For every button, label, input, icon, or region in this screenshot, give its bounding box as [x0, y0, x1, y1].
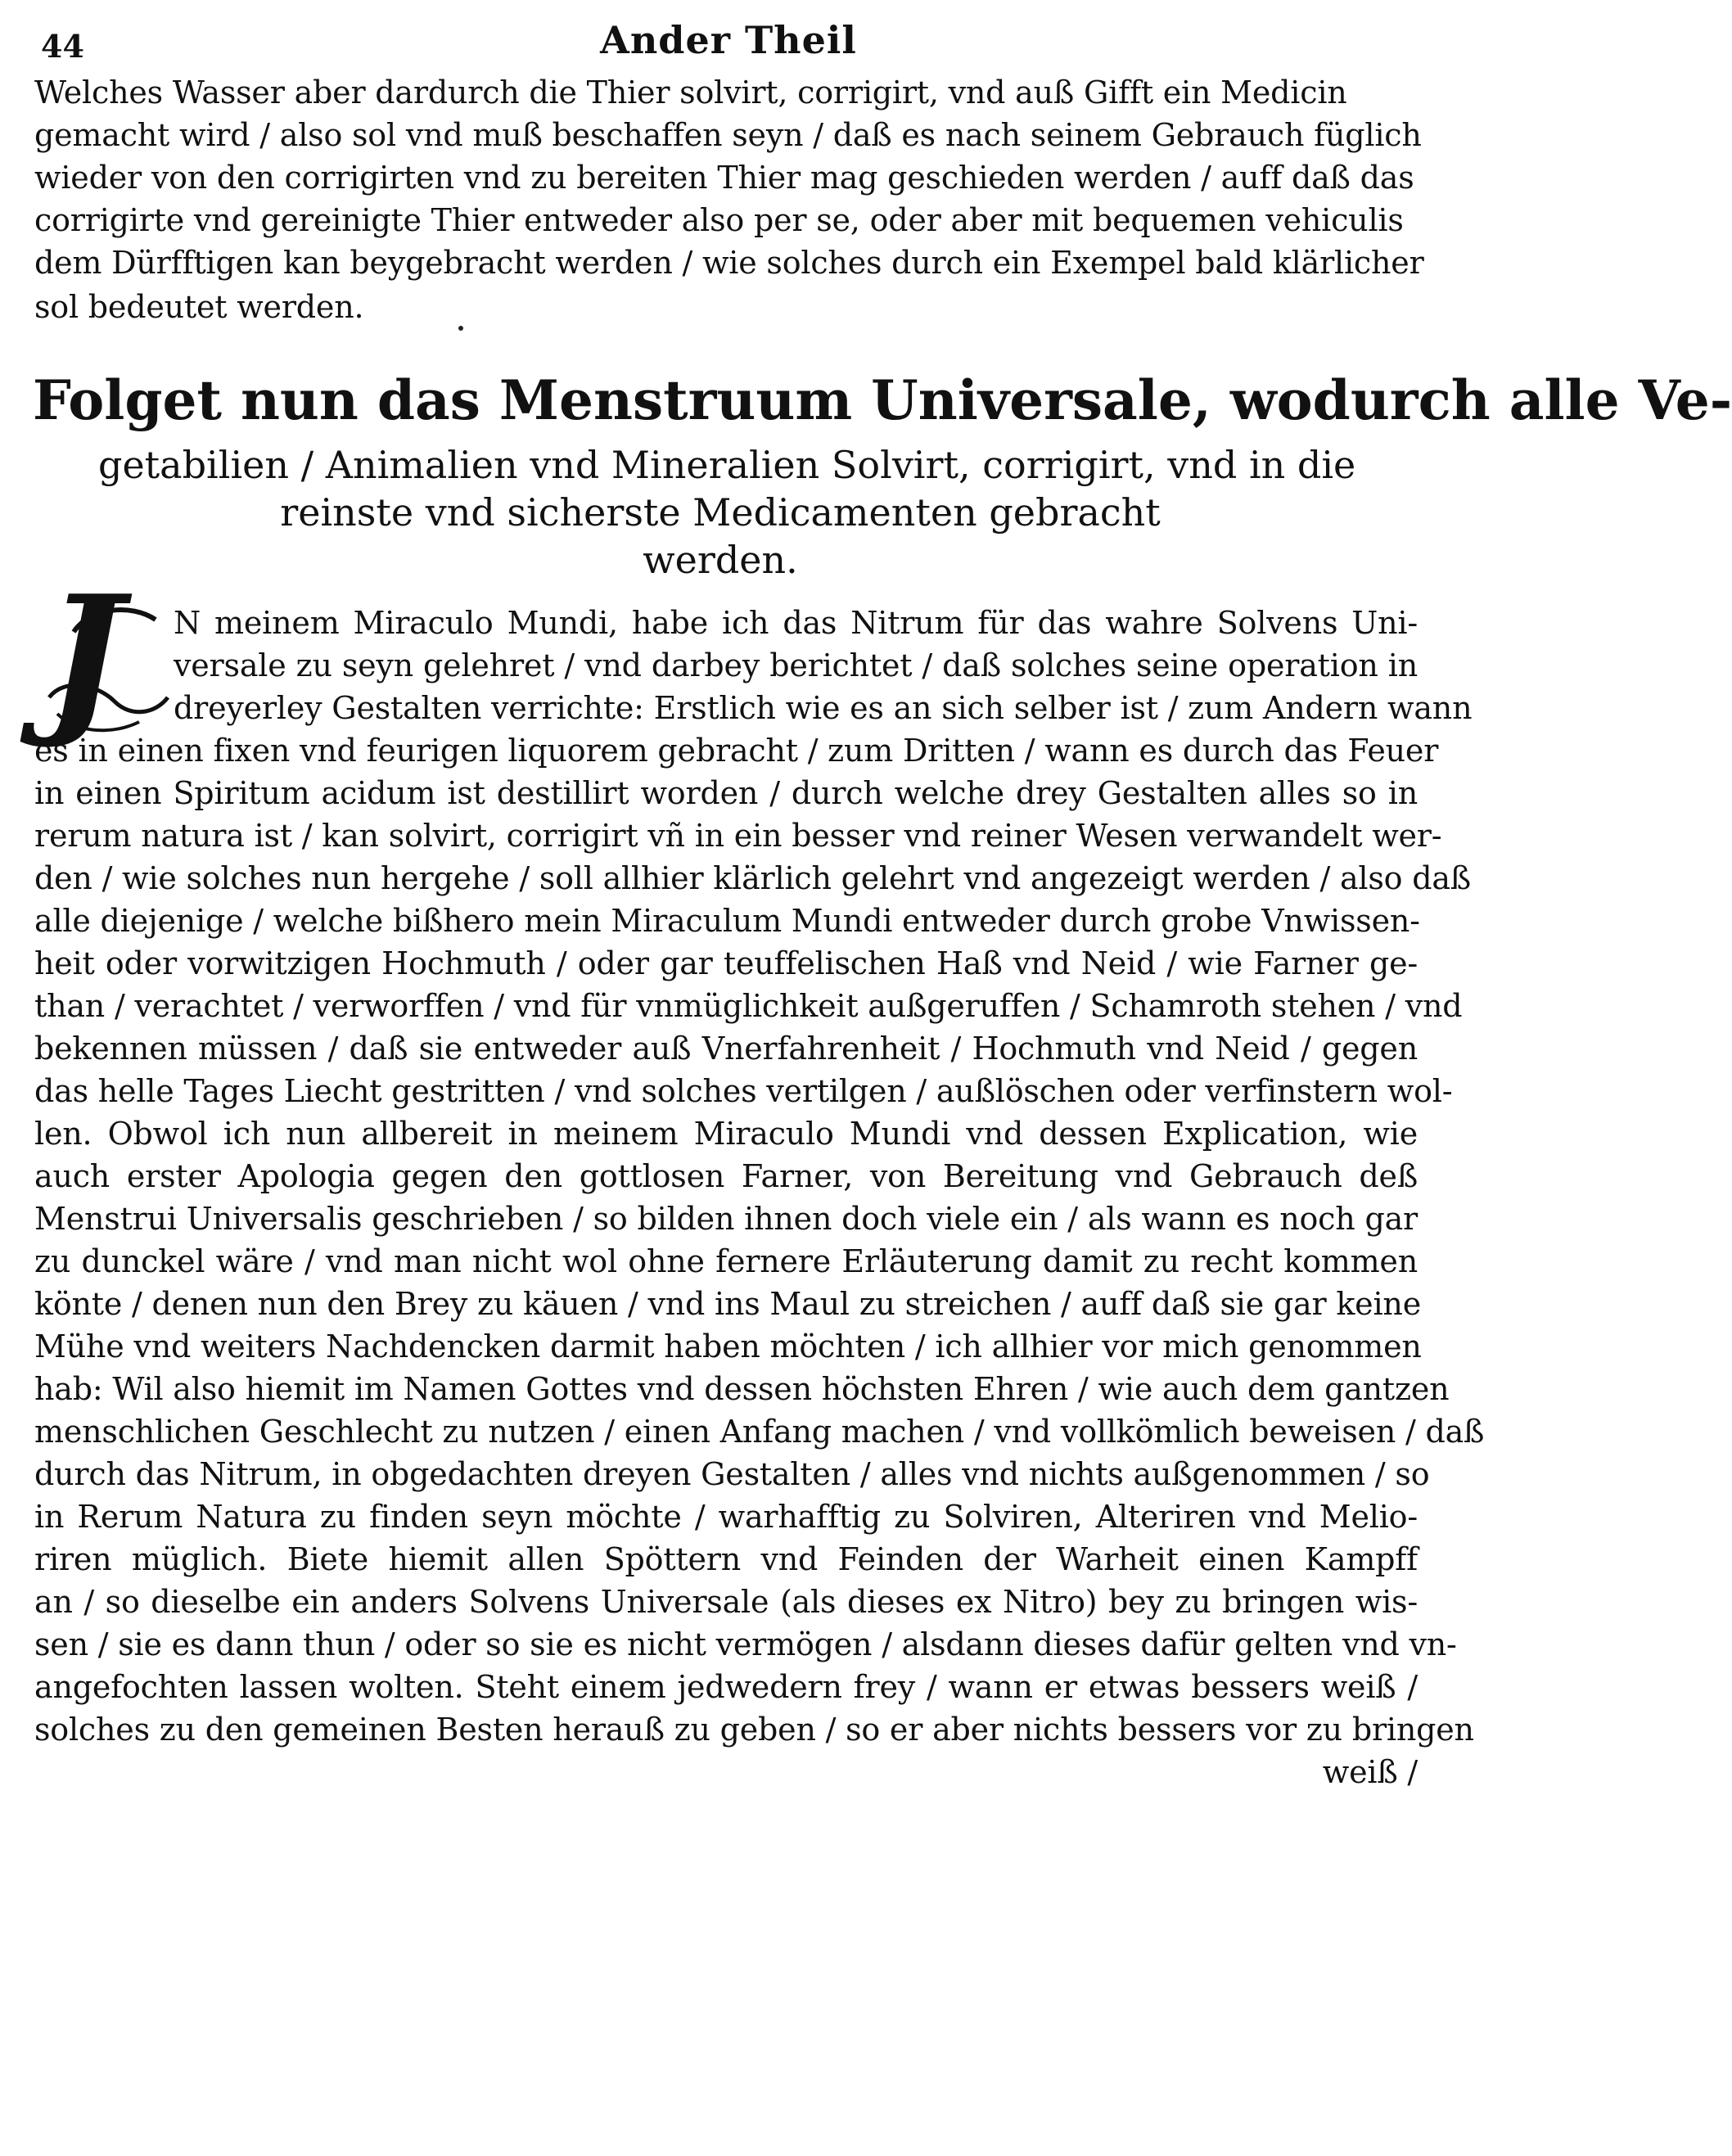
- body-line: angefochten lassen wolten. Steht einem jedwedern frey / wann er etwas bessers weiß /: [34, 1669, 1418, 1705]
- ink-dot: [458, 326, 463, 331]
- body-line: in einen Spiritum acidum ist destillirt worden / durch welche drey Gestalten alles so in: [34, 775, 1418, 811]
- running-head: Ander Theil: [600, 18, 857, 62]
- body-line: durch das Nitrum, in obgedachten dreyen Gestalten / alles vnd nichts außgenommen / so: [34, 1456, 1430, 1492]
- intro-line: sol bedeutet werden.: [34, 289, 364, 325]
- body-line: es in einen fixen vnd feurigen liquorem gebracht / zum Dritten / wann es durch das Feuer: [34, 733, 1439, 769]
- body-line: versale zu seyn gelehret / vnd darbey berichtet / daß solches seine operation in: [174, 647, 1418, 683]
- body-line: than / verachtet / verworffen / vnd für vnmüglichkeit außgeruffen / Schamroth stehen / vnd: [34, 988, 1463, 1024]
- subheading-line: getabilien / Animalien vnd Mineralien Solvirt, corrigirt, vnd in die: [98, 443, 1356, 487]
- body-line: heit oder vorwitzigen Hochmuth / oder gar teuffelischen Haß vnd Neid / wie Farner ge-: [34, 945, 1418, 981]
- intro-line: dem Dürfftigen kan beygebracht werden / wie solches durch ein Exempel bald klärlicher: [34, 245, 1424, 281]
- body-line: Menstrui Universalis geschrieben / so bilden ihnen doch viele ein / als wann es noch gar: [34, 1201, 1418, 1237]
- body-line: zu dunckel wäre / vnd man nicht wol ohne fernere Erläuterung damit zu recht kommen: [34, 1243, 1418, 1279]
- body-line: N meinem Miraculo Mundi, habe ich das Nitrum für das wahre Solvens Uni-: [174, 605, 1418, 641]
- intro-line: Welches Wasser aber dardurch die Thier solvirt, corrigirt, vnd auß Gifft ein Medicin: [34, 74, 1347, 111]
- body-line: rerum natura ist / kan solvirt, corrigirt vñ in ein besser vnd reiner Wesen verwandelt wer-: [34, 818, 1442, 854]
- body-line: hab: Wil also hiemit im Namen Gottes vnd dessen höchsten Ehren / wie auch dem gantzen: [34, 1371, 1450, 1407]
- heading-line: Folget nun das Menstruum Universale, wodurch alle Ve-: [33, 368, 1732, 432]
- body-line: an / so dieselbe ein anders Solvens Universale (als dieses ex Nitro) bey zu bringen wis-: [34, 1584, 1418, 1620]
- body-line: alle diejenige / welche bißhero mein Miraculum Mundi entweder durch grobe Vnwissen-: [34, 903, 1420, 939]
- body-line: auch erster Apologia gegen den gottlosen Farner, von Bereitung vnd Gebrauch deß: [34, 1158, 1418, 1194]
- body-line: könte / denen nun den Brey zu käuen / vnd ins Maul zu streichen / auff daß sie gar keine: [34, 1286, 1421, 1322]
- intro-line: corrigirte vnd gereinigte Thier entweder also per se, oder aber mit bequemen vehiculis: [34, 202, 1404, 238]
- body-line: Mühe vnd weiters Nachdencken darmit haben möchten / ich allhier vor mich genommen: [34, 1328, 1422, 1364]
- body-line: menschlichen Geschlecht zu nutzen / einen Anfang machen / vnd vollkömlich beweisen / daß: [34, 1414, 1485, 1450]
- intro-line: gemacht wird / also sol vnd muß beschaffen seyn / daß es nach seinem Gebrauch füglich: [34, 117, 1422, 153]
- body-line: riren müglich. Biete hiemit allen Spöttern vnd Feinden der Warheit einen Kampff: [34, 1541, 1418, 1577]
- body-line: weiß /: [1322, 1754, 1418, 1790]
- body-line: solches zu den gemeinen Besten herauß zu geben / so er aber nichts bessers vor zu bringen: [34, 1712, 1474, 1748]
- body-line: das helle Tages Liecht gestritten / vnd solches vertilgen / außlöschen oder verfinstern wol-: [34, 1073, 1453, 1109]
- body-line: den / wie solches nun hergehe / soll allhier klärlich gelehrt vnd angezeigt werden / also daß: [34, 860, 1471, 896]
- drop-cap-initial: [41, 560, 172, 752]
- intro-line: wieder von den corrigirten vnd zu bereiten Thier mag geschieden werden / auff daß das: [34, 160, 1414, 196]
- page-number: 44: [41, 28, 84, 65]
- body-line: len. Obwol ich nun allbereit in meinem Miraculo Mundi vnd dessen Explication, wie: [34, 1116, 1418, 1152]
- drop-cap-letter: J: [46, 560, 124, 752]
- subheading-line: reinste vnd sicherste Medicamenten gebracht: [280, 490, 1161, 534]
- body-line: sen / sie es dann thun / oder so sie es nicht vermögen / alsdann dieses dafür gelten vnd vn-: [34, 1626, 1457, 1662]
- body-line: dreyerley Gestalten verrichte: Erstlich wie es an sich selber ist / zum Andern wann: [174, 690, 1473, 726]
- body-line: bekennen müssen / daß sie entweder auß Vnerfahrenheit / Hochmuth vnd Neid / gegen: [34, 1031, 1418, 1067]
- body-line: in Rerum Natura zu finden seyn möchte / warhafftig zu Solviren, Alteriren vnd Melio-: [34, 1499, 1418, 1535]
- subheading-line: werden.: [643, 538, 798, 582]
